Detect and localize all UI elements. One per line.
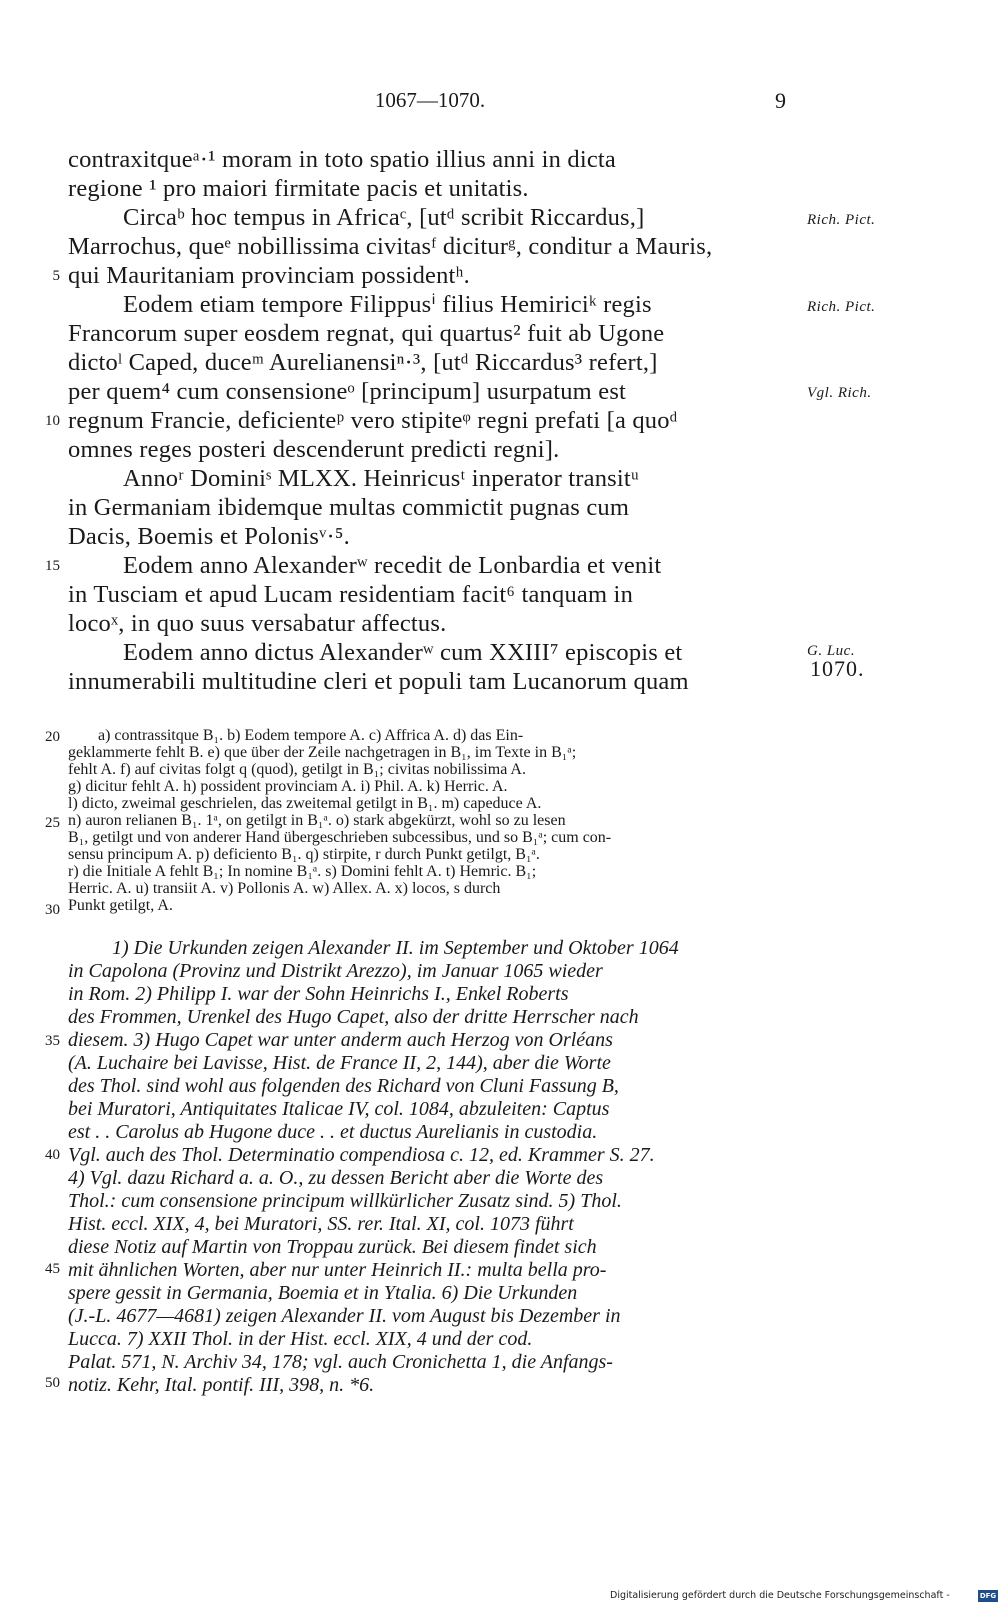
footnote-line: spere gessit in Germania, Boemia et in Ytalia. 6) Die Urkunden (68, 1282, 578, 1304)
footnote-line: diese Notiz auf Martin von Troppau zurück. Bei diesem findet sich (68, 1236, 597, 1258)
main-text-line: in Tusciam et apud Lucam residentiam facit⁶ tanquam in (68, 581, 634, 608)
main-text-line: contraxitqueᵃ·¹ moram in toto spatio illius anni in dicta (68, 146, 617, 173)
footnote-line: (A. Luchaire bei Lavisse, Hist. de France II, 2, 144), aber die Worte (68, 1052, 611, 1074)
apparatus-line: l) dicto, zweimal geschrielen, das zweitemal getilgt in B₁. m) capeduce A. (68, 795, 542, 812)
main-text-line: Dacis, Boemis et Polonisᵛ·⁵. (68, 523, 350, 550)
footnote-line: Palat. 571, N. Archiv 34, 178; vgl. auch Cronichetta 1, die Anfangs- (68, 1351, 613, 1373)
line-number: 50 (45, 1375, 60, 1391)
footnote-line: in Capolona (Provinz und Distrikt Arezzo), im Januar 1065 wieder (68, 960, 603, 982)
main-text-line: omnes reges posteri descenderunt predicti regni]. (68, 436, 560, 463)
footnote-line: 1) Die Urkunden zeigen Alexander II. im September und Oktober 1064 (112, 937, 679, 959)
main-text-line: regnum Francie, deficienteᵖ vero stipiteᵠ regni prefati [a quoᵈ (68, 407, 678, 434)
line-number: 15 (45, 558, 60, 574)
main-text-line: qui Mauritaniam provinciam possidentʰ. (68, 262, 470, 289)
line-number: 5 (52, 268, 60, 284)
main-text-line: Eodem etiam tempore Filippusⁱ filius Hemiriciᵏ regis (123, 291, 652, 318)
line-number: 35 (45, 1033, 60, 1049)
footnote-line: mit ähnlichen Worten, aber nur unter Heinrich II.: multa bella pro- (68, 1259, 607, 1281)
footnote-line: (J.-L. 4677—4681) zeigen Alexander II. vom August bis Dezember in (68, 1305, 621, 1327)
main-text-line: Annoʳ Dominiˢ MLXX. Heinricusᵗ inperator transitᵘ (123, 465, 640, 492)
main-text-line: Francorum super eosdem regnat, qui quartus² fuit ab Ugone (68, 320, 665, 347)
dfg-logo: DFG (979, 1592, 997, 1600)
apparatus-line: fehlt A. f) auf civitas folgt q (quod), getilgt in B₁; civitas nobilissima A. (68, 761, 526, 778)
apparatus-line: a) contrassitque B₁. b) Eodem tempore A. c) Affrica A. d) das Ein- (98, 727, 524, 744)
footnote-line: est . . Carolus ab Hugone duce . . et ductus Aurelianis in custodia. (68, 1121, 598, 1143)
footnote-line: bei Muratori, Antiquitates Italicae IV, col. 1084, abzuleiten: Captus (68, 1098, 610, 1120)
footnote-line: des Frommen, Urenkel des Hugo Capet, also der dritte Herrscher nach (68, 1006, 639, 1028)
apparatus-line: B₁, getilgt und von anderer Hand übergeschrieben subcessibus, und so B₁ᵃ; cum con- (68, 829, 612, 846)
line-number: 40 (45, 1147, 60, 1163)
main-text-line: regione ¹ pro maiori firmitate pacis et unitatis. (68, 175, 529, 202)
line-number: 45 (45, 1261, 60, 1277)
margin-source-note: Rich. Pict. (807, 212, 876, 228)
apparatus-line: Punkt getilgt, A. (68, 897, 173, 914)
footnote-line: 4) Vgl. dazu Richard a. a. O., zu dessen Bericht aber die Worte des (68, 1167, 604, 1189)
main-text-line: Marrochus, queᵉ nobillissima civitasᶠ diciturᵍ, conditur a Mauris, (68, 233, 713, 260)
margin-year: 1070. (810, 656, 865, 681)
footnote-line: Lucca. 7) XXII Thol. in der Hist. eccl. XIX, 4 und der cod. (68, 1328, 533, 1350)
footnote-line: diesem. 3) Hugo Capet war unter anderm auch Herzog von Orléans (68, 1029, 613, 1051)
line-number: 10 (45, 413, 60, 429)
main-text-line: per quem⁴ cum consensioneᵒ [principum] usurpatum est (68, 378, 627, 405)
footnote-line: Thol.: cum consensione principum willkürlicher Zusatz sind. 5) Thol. (68, 1190, 622, 1212)
main-text-line: innumerabili multitudine cleri et populi tam Lucanorum quam (68, 668, 689, 695)
margin-source-note: Vgl. Rich. (807, 385, 872, 401)
digitization-credit: Digitalisierung gefördert durch die Deutsche Forschungsgemeinschaft - (610, 1590, 950, 1601)
footnote-line: des Thol. sind wohl aus folgenden des Richard von Cluni Fassung B, (68, 1075, 619, 1097)
margin-source-note: G. Luc. (807, 643, 856, 659)
main-text-line: locoˣ, in quo suus versabatur affectus. (68, 610, 447, 637)
footnote-line: in Rom. 2) Philipp I. war der Sohn Heinrichs I., Enkel Roberts (68, 983, 569, 1005)
apparatus-line: n) auron relianen B₁. 1ᵃ, on getilgt in B₁ᵃ. o) stark abgekürzt, wohl so zu lesen (68, 812, 566, 829)
line-number: 30 (45, 902, 60, 918)
line-number: 25 (45, 815, 60, 831)
main-text-line: Eodem anno dictus Alexanderʷ cum XXIII⁷ episcopis et (123, 639, 683, 666)
apparatus-line: sensu principum A. p) deficiento B₁. q) stirpite, r durch Punkt getilgt, B₁ᵃ. (68, 846, 540, 863)
page-header-range: 1067—1070. (374, 88, 486, 112)
margin-source-note: Rich. Pict. (807, 299, 876, 315)
footnote-line: notiz. Kehr, Ital. pontif. III, 398, n. *6. (68, 1374, 375, 1396)
line-number: 20 (45, 729, 60, 745)
footnote-line: Vgl. auch des Thol. Determinatio compendiosa c. 12, ed. Krammer S. 27. (68, 1144, 655, 1166)
footnote-line: Hist. eccl. XIX, 4, bei Muratori, SS. rer. Ital. XI, col. 1073 führt (68, 1213, 574, 1235)
main-text-line: Circaᵇ hoc tempus in Africaᶜ, [utᵈ scribit Riccardus,] (123, 204, 645, 231)
apparatus-line: Herric. A. u) transiit A. v) Pollonis A. w) Allex. A. x) locos, s durch (68, 880, 501, 897)
apparatus-line: r) die Initiale A fehlt B₁; In nomine B₁ᵃ. s) Domini fehlt A. t) Hemric. B₁; (68, 863, 537, 880)
main-text-line: in Germaniam ibidemque multas commictit pugnas cum (68, 494, 630, 521)
main-text-line: Eodem anno Alexanderʷ recedit de Lonbardia et venit (123, 552, 662, 579)
page-number: 9 (775, 88, 786, 113)
apparatus-line: g) dicitur fehlt A. h) possident provinciam A. i) Phil. A. k) Herric. A. (68, 778, 508, 795)
main-text-line: dictoˡ Caped, duceᵐ Aurelianensiⁿ·³, [utᵈ Riccardus³ refert,] (68, 349, 658, 376)
apparatus-line: geklammerte fehlt B. e) que über der Zeile nachgetragen in B₁, im Texte in B₁ᵃ; (68, 744, 577, 761)
